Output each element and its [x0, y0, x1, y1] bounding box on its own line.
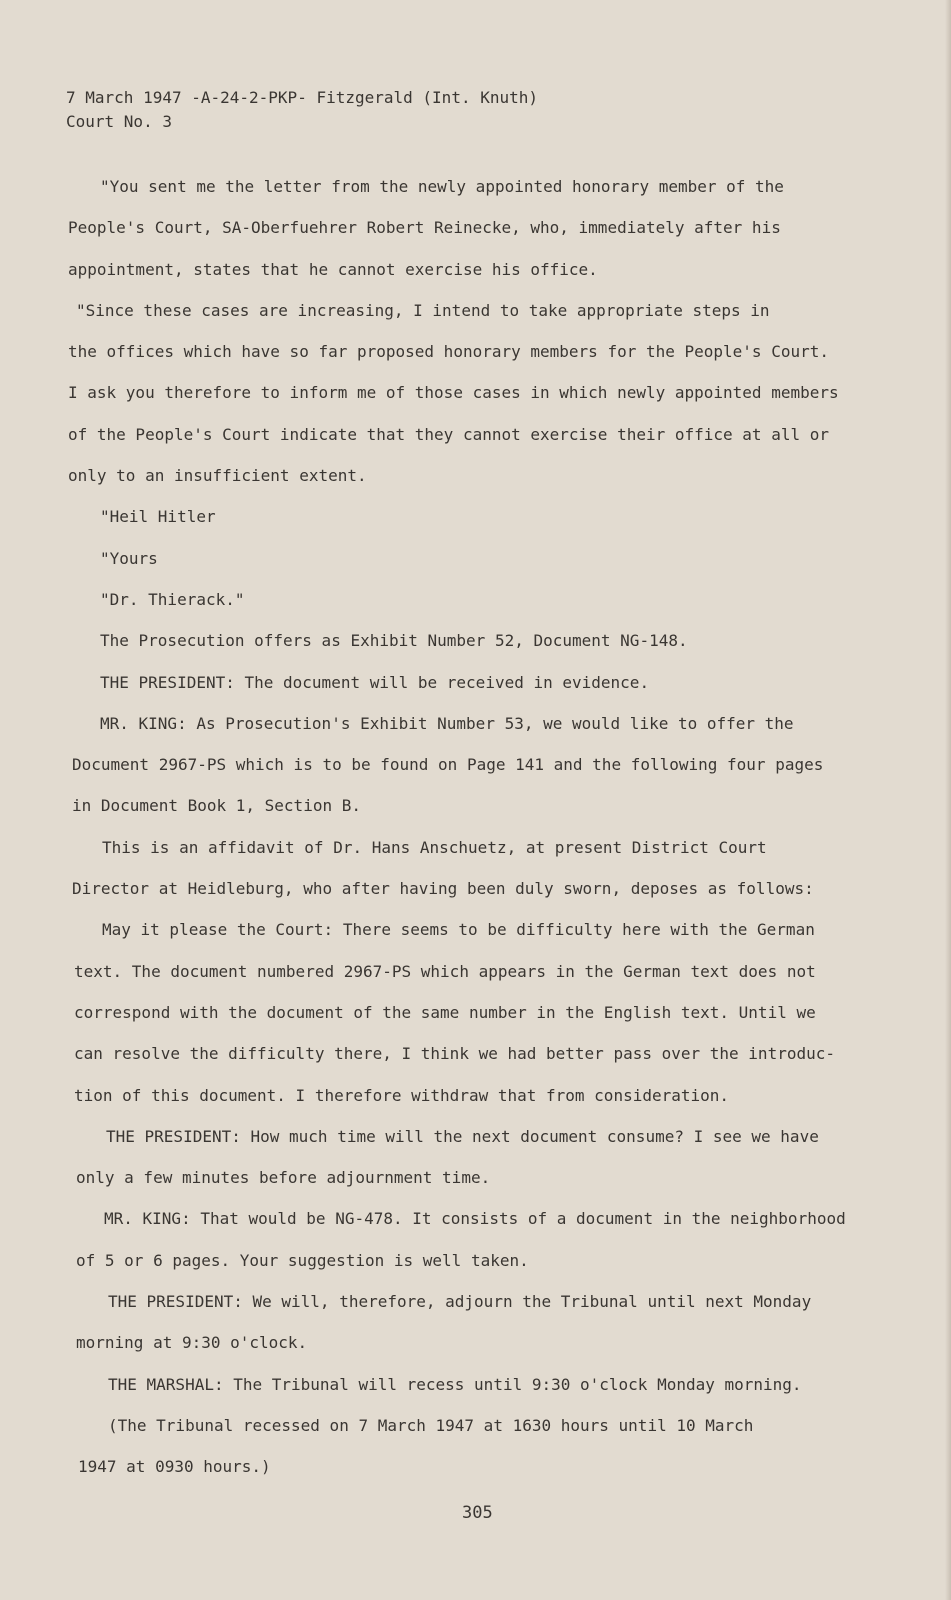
transcript-line: "Yours: [100, 548, 158, 568]
transcript-line: This is an affidavit of Dr. Hans Anschuetz, at present District Court: [102, 837, 767, 857]
transcript-line: May it please the Court: There seems to be difficulty here with the German: [102, 920, 815, 940]
transcript-line: MR. KING: As Prosecution's Exhibit Number 53, we would like to offer the: [100, 713, 794, 733]
transcript-body: [68, 166, 888, 1488]
header-court-line: Court No. 3: [66, 112, 172, 131]
transcript-line: of the People's Court indicate that they cannot exercise their office at all or: [68, 424, 829, 444]
transcript-line: THE PRESIDENT: How much time will the next document consume? I see we have: [106, 1126, 819, 1146]
transcript-line: The Prosecution offers as Exhibit Number 52, Document NG-148.: [100, 631, 688, 651]
transcript-line: "You sent me the letter from the newly appointed honorary member of the: [100, 177, 784, 196]
transcript-line: only to an insufficient extent.: [68, 466, 367, 486]
transcript-line: "Dr. Thierack.": [100, 589, 245, 609]
transcript-line: can resolve the difficulty there, I think we had better pass over the introduc-: [74, 1044, 835, 1064]
transcript-line: correspond with the document of the same number in the English text. Until we: [74, 1002, 816, 1022]
transcript-line: (The Tribunal recessed on 7 March 1947 at 1630 hours until 10 March: [108, 1415, 754, 1435]
transcript-line: THE MARSHAL: The Tribunal will recess until 9:30 o'clock Monday morning.: [108, 1374, 802, 1394]
transcript-line: of 5 or 6 pages. Your suggestion is well taken.: [76, 1250, 529, 1270]
transcript-line: THE PRESIDENT: We will, therefore, adjourn the Tribunal until next Monday: [108, 1292, 812, 1312]
transcript-line: appointment, states that he cannot exercise his office.: [68, 259, 598, 279]
transcript-line: text. The document numbered 2967-PS which appears in the German text does not: [74, 961, 816, 981]
transcript-line: the offices which have so far proposed honorary members for the People's Court.: [68, 342, 829, 362]
transcript-line: 1947 at 0930 hours.): [78, 1457, 271, 1477]
transcript-line: in Document Book 1, Section B.: [72, 796, 361, 816]
transcript-line: morning at 9:30 o'clock.: [76, 1333, 308, 1353]
header-date-line: 7 March 1947 -A-24-2-PKP- Fitzgerald (Int. Knuth): [66, 88, 539, 107]
transcript-line: I ask you therefore to inform me of those cases in which newly appointed members: [68, 383, 839, 403]
transcript-line: THE PRESIDENT: The document will be received in evidence.: [100, 672, 650, 692]
transcript-line: People's Court, SA-Oberfuehrer Robert Reinecke, who, immediately after his: [68, 218, 781, 238]
transcript-line: tion of this document. I therefore withdraw that from consideration.: [74, 1085, 730, 1105]
page-edge: [945, 0, 951, 1600]
page-number: 305: [462, 1503, 493, 1523]
transcript-line: MR. KING: That would be NG-478. It consists of a document in the neighborhood: [104, 1209, 846, 1229]
transcript-header: [66, 86, 538, 134]
transcript-line: Director at Heidleburg, who after having been duly sworn, deposes as follows:: [72, 879, 814, 899]
transcript-line: Document 2967-PS which is to be found on Page 141 and the following four pages: [72, 755, 824, 775]
transcript-line: only a few minutes before adjournment time.: [76, 1168, 491, 1188]
transcript-line: "Heil Hitler: [100, 507, 216, 527]
transcript-line: "Since these cases are increasing, I intend to take appropriate steps in: [76, 300, 770, 320]
